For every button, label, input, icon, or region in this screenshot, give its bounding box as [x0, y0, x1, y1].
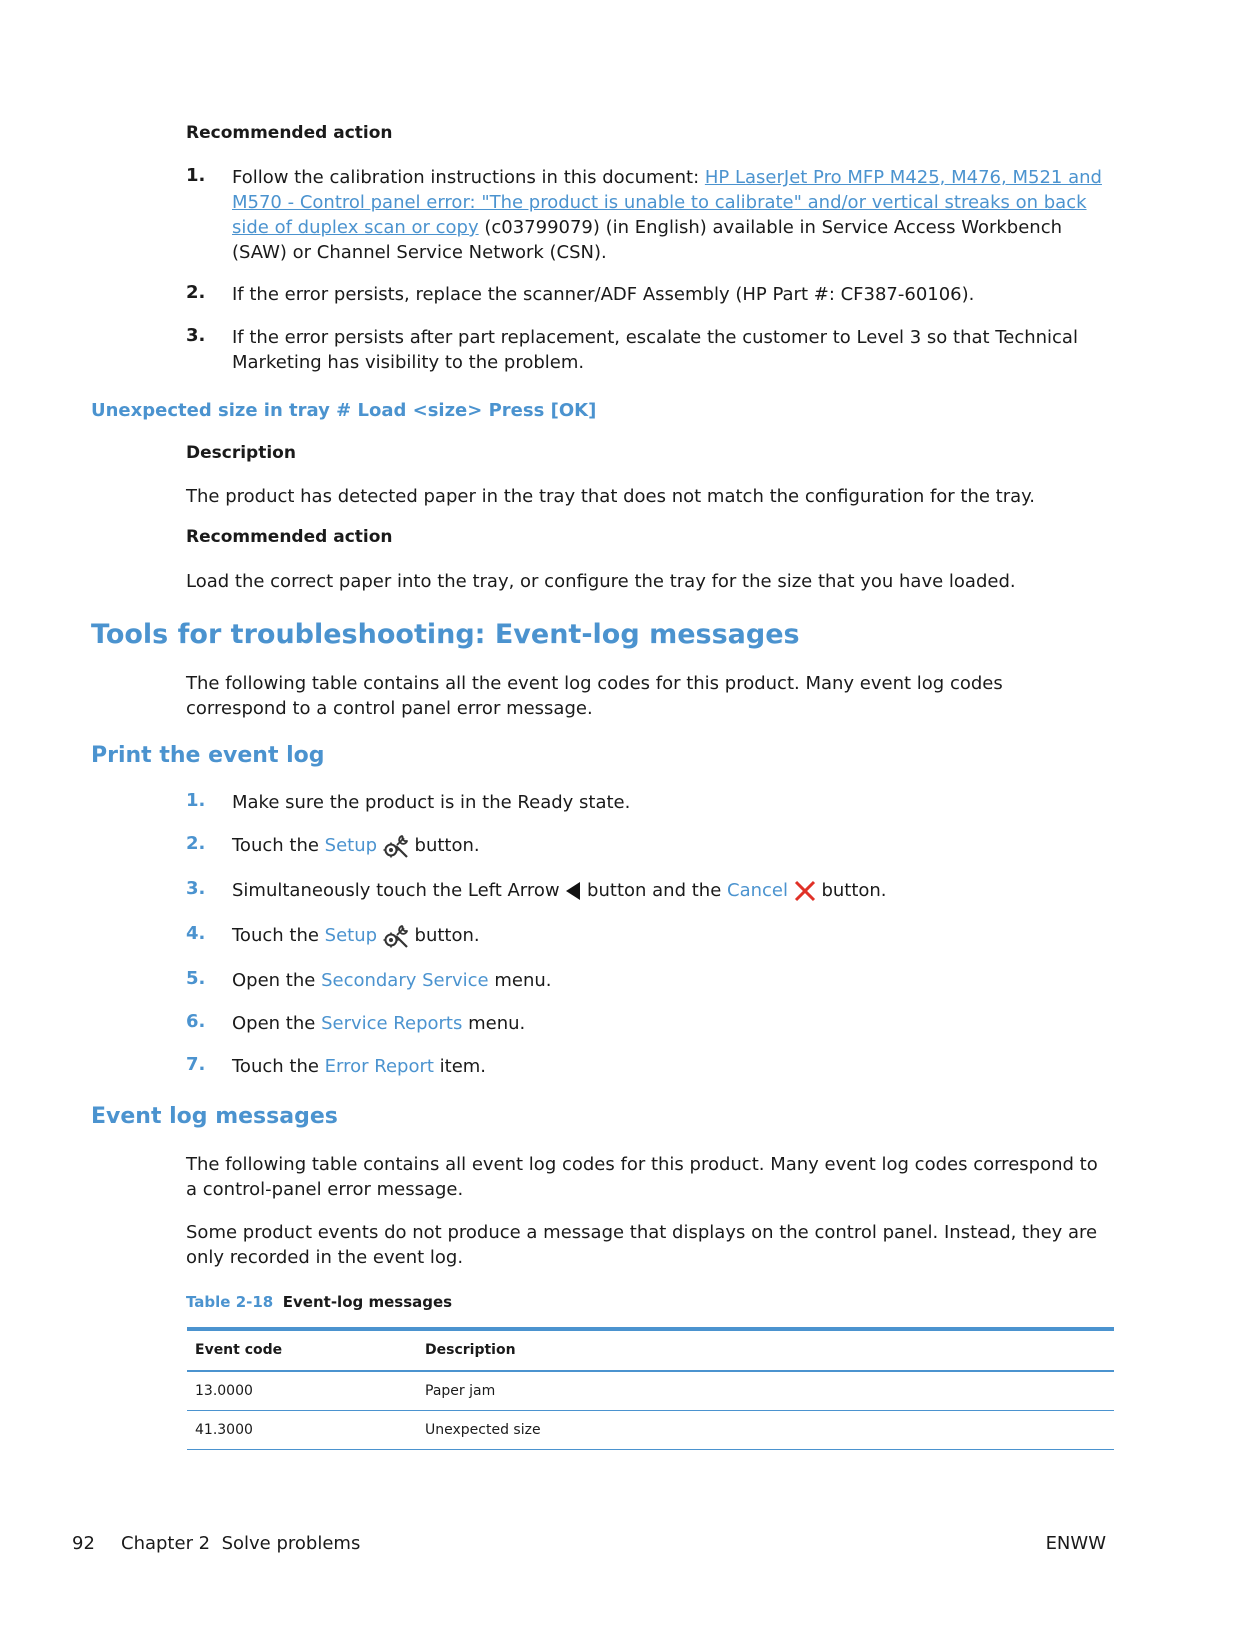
step-text-before: Simultaneously touch the Left Arrow [232, 880, 566, 901]
footer-right: ENWW [1045, 1533, 1106, 1554]
error-report-link[interactable]: Error Report [324, 1056, 434, 1077]
page-number: 92 [72, 1533, 95, 1554]
step-text [232, 968, 1112, 993]
secondary-service-link[interactable]: Secondary Service [321, 970, 489, 991]
step-number: 6. [186, 1011, 206, 1032]
recommended-action-text: Load the correct paper into the tray, or configure the tray for the size that you have loaded. [186, 571, 1016, 592]
step-text-after: item. [433, 1056, 487, 1077]
step-number: 2. [186, 282, 206, 303]
event-log-para2: Some product events do not produce a message that displays on the control panel. Instead, they are only recorded in the event log. [186, 1222, 1098, 1268]
step-text: Make sure the product is in the Ready state. [232, 792, 631, 813]
description-text: The product has detected paper in the tray that does not match the configuration for the tray. [186, 486, 1035, 507]
table-label: Table 2-18 [186, 1293, 274, 1311]
table-row [187, 1371, 1114, 1411]
step-text-before: Follow the calibration instructions in this document: [232, 167, 705, 188]
chapter-label: Chapter 2 [121, 1533, 211, 1554]
step-text-mid: button and the [581, 880, 727, 901]
event-log-para1: The following table contains all event log codes for this product. Many event log codes correspond to a control-panel error message. [186, 1154, 1098, 1200]
step-number: 5. [186, 968, 206, 989]
table-row [187, 1411, 1114, 1450]
step-text-before: Touch the [232, 835, 325, 856]
step-number: 1. [186, 165, 206, 186]
print-event-log-heading: Print the event log [91, 743, 325, 768]
step-text [232, 833, 1112, 859]
step-text-before: Touch the [232, 1056, 325, 1077]
table-title: Event-log messages [282, 1293, 453, 1311]
cancel-link[interactable]: Cancel [727, 880, 788, 901]
step-text: If the error persists, replace the scanner/ADF Assembly (HP Part #: CF387-60106). [232, 284, 975, 305]
step-number: 3. [186, 325, 206, 346]
description-cell: Paper jam [417, 1371, 1114, 1411]
footer-chapter [121, 1533, 360, 1554]
event-code-cell: 41.3000 [187, 1411, 417, 1450]
tools-heading: Tools for troubleshooting: Event-log messages [91, 619, 800, 650]
left-arrow-icon [565, 881, 581, 901]
step-text [232, 1054, 1112, 1079]
step-number: 7. [186, 1054, 206, 1075]
step-number: 2. [186, 833, 206, 854]
setup-link[interactable]: Setup [324, 925, 378, 946]
step-number: 4. [186, 923, 206, 944]
setup-icon [383, 833, 409, 859]
setup-link[interactable]: Setup [324, 835, 378, 856]
unexpected-size-heading: Unexpected size in tray # Load <size> Press [OK] [91, 400, 597, 421]
step-text [232, 165, 1112, 265]
step-text-after: button. [408, 835, 480, 856]
description-cell: Unexpected size [417, 1411, 1114, 1450]
step-text-before: Touch the [232, 925, 325, 946]
cancel-icon [794, 880, 816, 902]
chapter-title: Solve problems [221, 1533, 361, 1554]
table-header-row [187, 1330, 1114, 1371]
step-text-before: Open the [232, 970, 322, 991]
setup-icon [383, 923, 409, 949]
recommended-action-heading-1: Recommended action [186, 123, 393, 143]
step-text-before: Open the [232, 1013, 322, 1034]
step-text: If the error persists after part replacement, escalate the customer to Level 3 so that Technical Marketing has visibility to the problem. [232, 327, 1078, 373]
step-text-after: button. [815, 880, 887, 901]
service-reports-link[interactable]: Service Reports [321, 1013, 463, 1034]
event-code-cell: 13.0000 [187, 1371, 417, 1411]
step-text-after: menu. [488, 970, 552, 991]
description-heading: Description [186, 443, 296, 463]
tools-intro: The following table contains all the event log codes for this product. Many event log codes correspond to a control panel error message. [186, 673, 1003, 719]
step-number: 3. [186, 878, 206, 899]
step-text-after: button. [408, 925, 480, 946]
event-log-table [187, 1330, 1114, 1450]
step-text-after: (c03799079) (in English) available in Service Access Workbench (SAW) or Channel Service Network (CSN). [232, 217, 1062, 263]
step-text [232, 923, 1112, 949]
step-text [232, 878, 1112, 903]
column-header-event-code: Event code [187, 1330, 417, 1371]
column-header-description: Description [417, 1330, 1114, 1371]
calibration-document-link[interactable]: HP LaserJet Pro MFP M425, M476, M521 and M570 - Control panel error: "The product is unable to calibrate" and/or vertical streaks on back side of duplex scan or copy [232, 167, 1102, 238]
step-text [232, 1011, 1112, 1036]
table-caption [186, 1293, 452, 1311]
recommended-action-heading-2: Recommended action [186, 527, 393, 547]
event-log-messages-heading: Event log messages [91, 1104, 338, 1129]
step-number: 1. [186, 790, 206, 811]
step-text-after: menu. [462, 1013, 526, 1034]
